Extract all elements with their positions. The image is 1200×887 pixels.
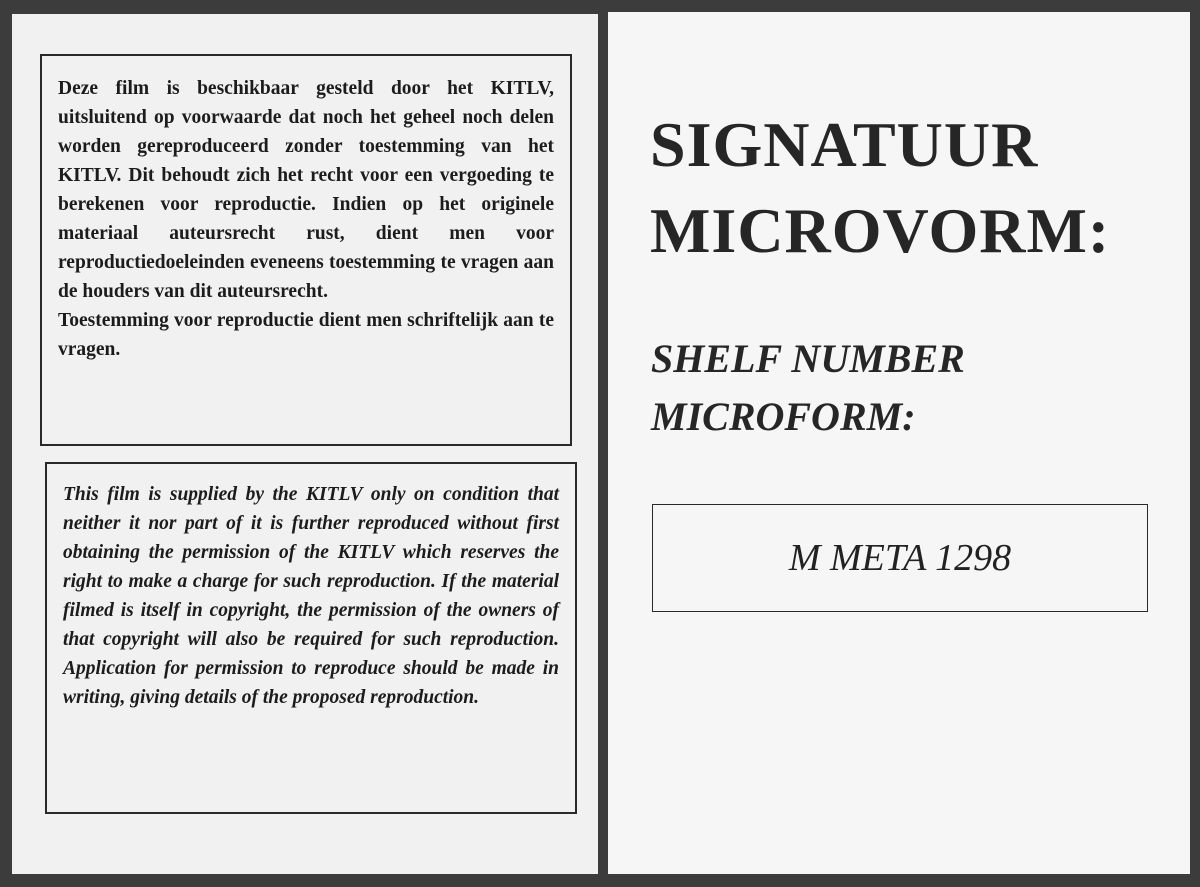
english-notice-paragraph: This film is supplied by the KITLV only on condition that neither it nor part of it is further reproduced without first obtaining the permission of the KITLV which reserves the right to make a charge for such reproduction. If the material filmed is itself in copyright, the permission of the owners of that copyright will also be required for such reproduction. Application for permission to reproduce should be made in writing, giving details of the proposed reproduction. — [63, 484, 559, 708]
shelf-number-value: M META 1298 — [788, 537, 1012, 579]
heading-line: MICROVORM: — [650, 195, 1111, 266]
dutch-notice-box — [40, 54, 572, 446]
english-notice-text — [63, 480, 559, 712]
signatuur-heading — [650, 102, 1110, 274]
shelf-number-heading — [651, 330, 965, 446]
dutch-notice-paragraph: Deze film is beschikbaar gesteld door het KITLV, uitsluitend op voorwaarde dat noch het geheel noch delen worden gereproduceerd zonder toestemming van het KITLV. Dit behoudt zich het recht voor een vergoeding te berekenen voor reproductie. Indien op het originele materiaal auteursrecht rust, dient men voor reproductiedoeleinden eveneens toestemming te vragen aan de houders van dit auteursrecht. — [58, 78, 554, 302]
left-page — [12, 14, 598, 874]
english-notice-box — [45, 462, 577, 814]
dutch-notice-paragraph: Toestemming voor reproductie dient men schriftelijk aan te vragen. — [58, 310, 554, 360]
right-page — [608, 12, 1190, 874]
heading-line: SIGNATUUR — [650, 109, 1039, 180]
shelf-number-box — [652, 504, 1148, 612]
subheading-line: MICROFORM: — [651, 394, 916, 439]
subheading-line: SHELF NUMBER — [651, 336, 965, 381]
dutch-notice-text — [58, 74, 554, 364]
